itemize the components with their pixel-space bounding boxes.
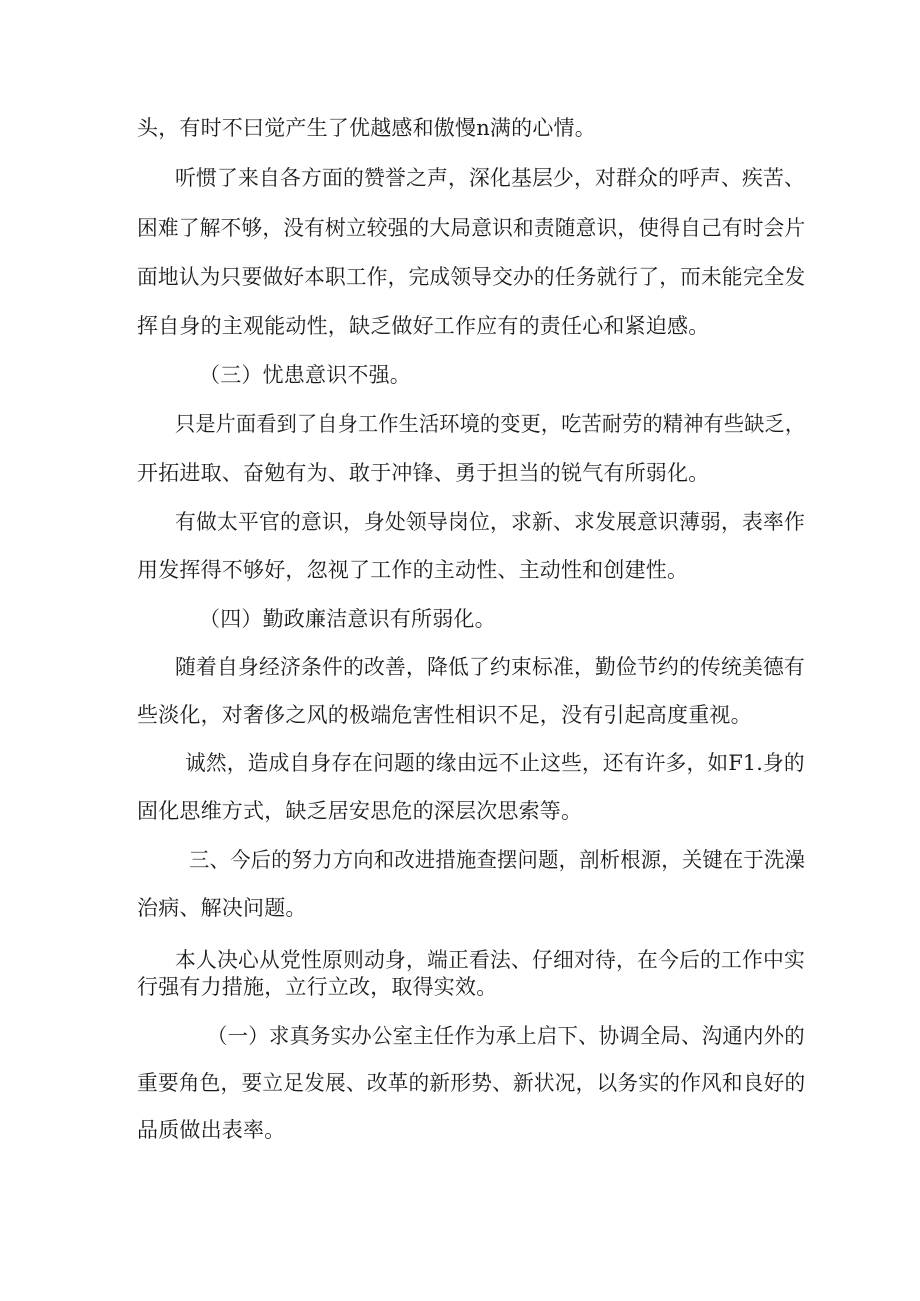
text-line-15: 固化思维方式，缺乏居安思危的深层次思索等。 [137,799,583,823]
text-line-1: 头，有时不曰觉产生了优越感和傲慢n满的心情。 [137,116,596,140]
text-line-20-heading: （一）求真务实办公室主任作为承上启下、协调全局、沟通内外的 [207,1024,805,1048]
text-line-10: 用发挥得不够好，忽视了工作的主动性、主动性和创建性。 [137,558,689,582]
text-line-11-heading: （四）勤政廉洁意识有所弱化。 [199,607,496,631]
text-line-9: 有做太平官的意识，身处领导岗位，求新、求发展意识薄弱，表率作 [175,510,806,534]
text-line-16-heading: 三、今后的努力方向和改进措施查摆问题，剖析根源，关键在于洗澡 [189,848,806,872]
text-line-12: 随着自身经济条件的改善，降低了约束标准，勤俭节约的传统美德有 [175,655,806,679]
text-line-6-heading: （三）忧患意识不强。 [199,363,411,387]
text-line-21: 重要角色，要立足发展、改革的新形势、新状况，以务实的作风和良好的 [137,1071,806,1095]
text-line-4: 面地认为只要做好本职工作，完成领导交办的任务就行了，而未能完全发 [137,265,806,289]
text-line-7: 只是片面看到了自身工作生活环境的变更，吃苦耐劳的精神有些缺乏， [175,412,806,436]
text-line-13: 些淡化，对奢侈之风的极端危害性相识不足，没有引起高度重视。 [137,703,752,727]
text-line-8: 开拓进取、奋勉有为、敢于冲锋、勇于担当的锐气有所弱化。 [137,461,710,485]
text-line-5: 挥自身的主观能动性，缺乏做好工作应有的责任心和紧迫感。 [137,314,710,338]
text-line-17: 治病、解决问题。 [137,896,307,920]
text-line-22: 品质做出表率。 [137,1118,286,1142]
text-line-2: 听惯了来自各方面的赞誉之声，深化基层少，对群众的呼声、疾苦、 [175,166,806,190]
text-line-3: 困难了解不够，没有树立较强的大局意识和责随意识，使得自己有时会片 [137,216,806,240]
text-line-19: 行强有力措施，立行立改，取得实效。 [137,975,498,999]
text-line-18: 本人决心从党性原则动身，端正看法、仔细对待，在今后的工作中实 [175,948,806,972]
text-line-14: 诚然，造成自身存在问题的缘由远不止这些，还有许多，如F1.身的 [185,751,805,775]
